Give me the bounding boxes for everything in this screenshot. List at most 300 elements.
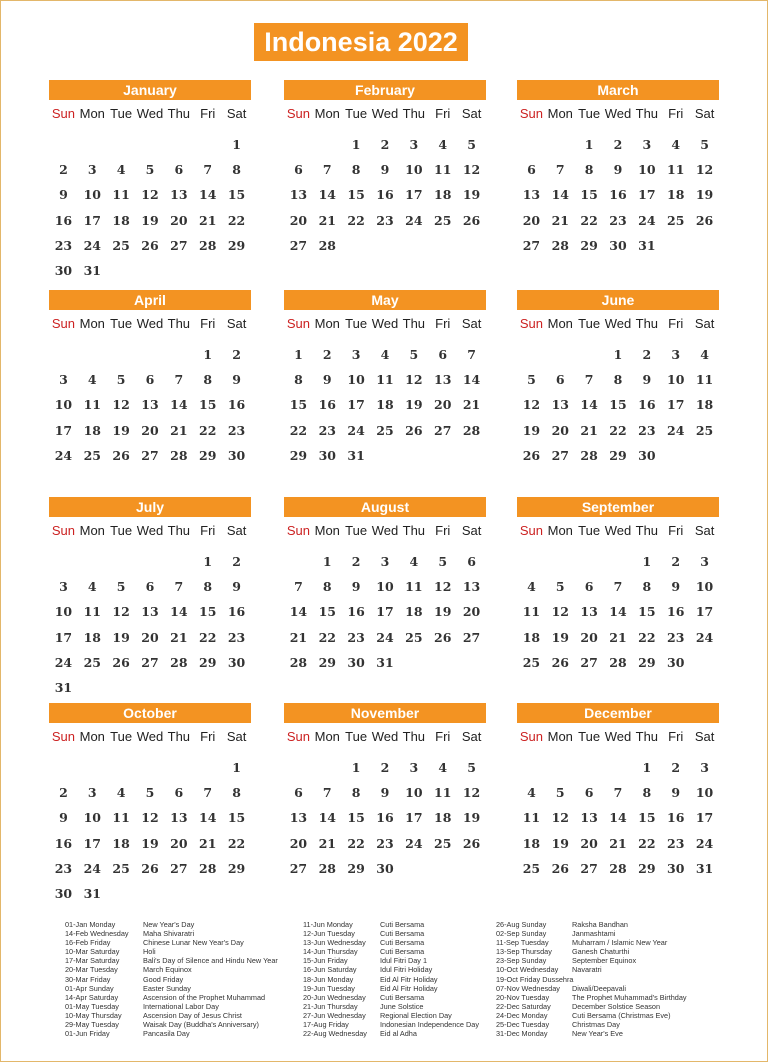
- date-cell: [284, 132, 313, 157]
- date-cell: 7: [174, 579, 184, 595]
- month-header: February: [284, 80, 486, 100]
- date-cell: 12: [141, 187, 159, 203]
- weekday-labels: [517, 728, 719, 746]
- holiday-row: [496, 956, 687, 965]
- holiday-date: 20-Mar Tuesday: [65, 965, 118, 975]
- date-cell: 15: [347, 810, 365, 826]
- holiday-name: September Equinox: [572, 956, 637, 966]
- date-cell: [136, 675, 165, 700]
- weekday-label: Thu: [635, 106, 659, 121]
- date-cell: 1: [642, 760, 652, 775]
- date-cell: 14: [609, 810, 627, 826]
- date-cell: 13: [289, 187, 308, 203]
- week-row: [517, 367, 719, 392]
- date-cell: 24: [405, 835, 423, 851]
- date-cell: 20: [580, 629, 598, 645]
- weekday-label: Thu: [167, 523, 191, 538]
- date-cell: 11: [667, 162, 685, 178]
- date-cell: 8: [351, 785, 361, 801]
- date-cell: 17: [695, 604, 714, 620]
- date-cell: [136, 258, 165, 283]
- week-row: [517, 805, 719, 830]
- date-cell: 2: [59, 785, 68, 801]
- date-cell: 11: [83, 604, 101, 620]
- holiday-row: [303, 1011, 479, 1020]
- week-row: [517, 574, 719, 599]
- date-cell: 24: [347, 422, 365, 438]
- date-cell: [661, 443, 690, 468]
- date-cell: 10: [667, 372, 685, 388]
- date-cell: 1: [322, 554, 332, 569]
- date-cell: 16: [54, 835, 73, 851]
- date-cell: 1: [351, 137, 361, 152]
- holiday-row: [65, 1011, 278, 1020]
- date-cell: 9: [613, 162, 623, 178]
- date-cell: 2: [322, 347, 332, 362]
- holiday-name: Cuti Bersama: [380, 920, 425, 929]
- month-october: [49, 703, 251, 906]
- date-cell: [399, 233, 428, 258]
- date-cell: 22: [580, 212, 598, 228]
- holiday-name: Diwali/Deepavali: [572, 983, 626, 993]
- weekday-label: Mon: [547, 523, 573, 538]
- holiday-row: [496, 1029, 687, 1038]
- weekday-label: Sat: [694, 523, 715, 538]
- date-grid: [517, 755, 719, 881]
- date-cell: 23: [318, 422, 336, 438]
- week-row: [49, 208, 251, 233]
- date-cell: 4: [527, 579, 536, 595]
- date-cell: 22: [638, 835, 656, 851]
- weekday-label: Tue: [345, 106, 368, 121]
- date-cell: 11: [112, 187, 130, 203]
- date-cell: 4: [700, 347, 709, 362]
- holiday-row: [65, 938, 278, 947]
- date-cell: 9: [351, 579, 361, 595]
- date-cell: 31: [83, 885, 101, 901]
- date-cell: 28: [318, 237, 336, 253]
- date-cell: 4: [87, 372, 97, 388]
- date-cell: 5: [409, 347, 419, 362]
- holiday-name: Ganesh Chaturthi: [572, 947, 630, 957]
- holiday-name: Regional Election Day: [380, 1010, 452, 1020]
- date-cell: 20: [170, 212, 188, 228]
- date-cell: [136, 342, 165, 367]
- weekday-label: Sun: [51, 106, 75, 121]
- date-cell: [164, 132, 193, 157]
- date-cell: 6: [438, 347, 448, 362]
- holiday-date: 16-Feb Friday: [65, 938, 111, 948]
- holiday-name: March Equinox: [143, 965, 192, 975]
- holiday-date: 17-Aug Friday: [303, 1020, 349, 1030]
- date-grid: [284, 755, 486, 881]
- date-cell: [193, 881, 222, 906]
- date-cell: 6: [584, 785, 594, 801]
- date-cell: 18: [112, 212, 130, 228]
- date-cell: [136, 755, 165, 780]
- date-cell: [193, 675, 222, 700]
- date-cell: 17: [54, 629, 73, 645]
- date-cell: 4: [438, 760, 448, 775]
- weekday-label: Sat: [461, 316, 482, 331]
- date-cell: 4: [116, 162, 126, 178]
- date-cell: 18: [695, 397, 714, 413]
- date-cell: 21: [551, 212, 569, 228]
- holiday-name: Bali's Day of Silence and Hindu New Year: [143, 956, 278, 966]
- date-grid: [49, 342, 251, 468]
- holiday-row: [65, 1002, 278, 1011]
- weekday-labels: [284, 105, 486, 123]
- holiday-name: Muharram / Islamic New Year: [572, 938, 668, 948]
- month-august: [284, 497, 486, 675]
- date-cell: [342, 233, 371, 258]
- date-cell: 27: [462, 629, 481, 645]
- date-cell: 22: [638, 629, 656, 645]
- week-row: [49, 157, 251, 182]
- holiday-column: [65, 920, 278, 1038]
- date-cell: 29: [289, 447, 308, 463]
- month-april: [49, 290, 251, 468]
- date-cell: [78, 675, 107, 700]
- date-cell: 29: [318, 654, 336, 670]
- date-cell: 10: [347, 372, 365, 388]
- holiday-date: 13-Jun Wednesday: [303, 938, 366, 948]
- date-cell: 17: [405, 810, 423, 826]
- holiday-name: Navaratri: [572, 965, 602, 975]
- date-cell: [107, 755, 136, 780]
- date-cell: 26: [112, 654, 130, 670]
- date-cell: 9: [380, 162, 390, 178]
- week-row: [517, 392, 719, 417]
- date-cell: 18: [83, 422, 101, 438]
- date-cell: 17: [83, 212, 101, 228]
- month-march: [517, 80, 719, 258]
- date-cell: 8: [351, 162, 361, 178]
- week-row: [49, 418, 251, 443]
- holiday-name: Holi: [143, 947, 156, 957]
- date-cell: 26: [112, 447, 130, 463]
- date-cell: [428, 650, 457, 675]
- date-cell: 5: [527, 372, 536, 388]
- date-cell: 31: [54, 679, 73, 695]
- date-cell: 12: [405, 372, 423, 388]
- date-cell: 7: [203, 785, 213, 801]
- week-row: [49, 233, 251, 258]
- date-cell: 2: [642, 347, 652, 362]
- holiday-row: [496, 1011, 687, 1020]
- date-cell: 19: [551, 835, 569, 851]
- date-cell: 30: [347, 654, 365, 670]
- date-cell: 12: [695, 162, 714, 178]
- holiday-date: 12-Jun Tuesday: [303, 929, 355, 939]
- date-cell: [457, 233, 486, 258]
- date-cell: 3: [700, 554, 709, 569]
- month-header: July: [49, 497, 251, 517]
- date-cell: 3: [351, 347, 361, 362]
- date-cell: 11: [434, 162, 452, 178]
- date-cell: 25: [83, 654, 101, 670]
- date-cell: 13: [551, 397, 569, 413]
- weekday-label: Thu: [402, 729, 426, 744]
- month-january: [49, 80, 251, 283]
- date-cell: 26: [141, 860, 159, 876]
- date-cell: [49, 755, 78, 780]
- date-cell: 29: [199, 654, 217, 670]
- date-cell: 13: [170, 810, 188, 826]
- week-row: [49, 675, 251, 700]
- date-cell: 28: [551, 237, 569, 253]
- weekday-label: Sun: [286, 523, 310, 538]
- date-cell: 27: [170, 860, 188, 876]
- holiday-name: Idul Fitri Holiday: [380, 965, 433, 975]
- week-row: [517, 650, 719, 675]
- date-cell: 24: [638, 212, 656, 228]
- week-row: [284, 549, 486, 574]
- date-cell: 24: [54, 447, 73, 463]
- holiday-row: [303, 929, 479, 938]
- holiday-date: 18-Jun Monday: [303, 974, 354, 984]
- date-cell: 17: [83, 835, 101, 851]
- date-cell: 6: [174, 785, 184, 801]
- weekday-label: Thu: [167, 106, 191, 121]
- holiday-name: Eid Al Fitr Holiday: [380, 974, 438, 984]
- holiday-name: Pancasila Day: [143, 1029, 190, 1039]
- date-cell: 16: [54, 212, 73, 228]
- date-cell: 13: [522, 187, 541, 203]
- weekday-label: Wed: [136, 729, 164, 744]
- date-cell: 26: [462, 835, 481, 851]
- holiday-column: [303, 920, 479, 1038]
- weekday-label: Fri: [668, 106, 684, 121]
- date-cell: [546, 755, 575, 780]
- holiday-date: 19-Jun Tuesday: [303, 983, 355, 993]
- date-cell: 3: [87, 785, 97, 801]
- date-cell: [546, 549, 575, 574]
- holiday-row: [303, 984, 479, 993]
- date-cell: 23: [54, 237, 73, 253]
- date-cell: 14: [580, 397, 598, 413]
- weekday-label: Sat: [461, 729, 482, 744]
- weekday-label: Sat: [694, 106, 715, 121]
- page-title: Indonesia 2022: [254, 23, 468, 61]
- date-cell: 27: [289, 860, 308, 876]
- holiday-name: International Labor Day: [143, 1001, 219, 1011]
- date-cell: 29: [638, 654, 656, 670]
- date-cell: 27: [170, 237, 188, 253]
- week-row: [49, 780, 251, 805]
- week-row: [517, 625, 719, 650]
- holiday-row: [496, 938, 687, 947]
- weekday-label: Tue: [345, 523, 368, 538]
- date-cell: 21: [170, 422, 188, 438]
- date-cell: 14: [609, 604, 627, 620]
- weekday-label: Tue: [578, 523, 601, 538]
- date-cell: 1: [203, 554, 213, 569]
- date-cell: 14: [199, 810, 217, 826]
- date-cell: 18: [83, 629, 101, 645]
- date-cell: 23: [667, 835, 685, 851]
- date-cell: 7: [322, 785, 332, 801]
- date-cell: 3: [642, 137, 652, 152]
- holiday-name: Eid al Adha: [380, 1029, 417, 1039]
- holiday-date: 13-Sep Thursday: [496, 947, 552, 957]
- date-cell: 31: [347, 447, 365, 463]
- weekday-label: Wed: [371, 523, 399, 538]
- date-cell: 7: [294, 579, 303, 595]
- holiday-row: [65, 947, 278, 956]
- date-cell: 13: [170, 187, 188, 203]
- weekday-label: Wed: [604, 523, 632, 538]
- holiday-date: 16-Jun Saturday: [303, 965, 357, 975]
- week-row: [284, 233, 486, 258]
- holiday-date: 20-Jun Wednesday: [303, 992, 366, 1002]
- date-cell: [49, 132, 78, 157]
- date-cell: 25: [376, 422, 394, 438]
- week-row: [49, 881, 251, 906]
- holiday-row: [303, 1020, 479, 1029]
- holiday-name: Eid Al Fitr Holiday: [380, 983, 438, 993]
- weekday-label: Sat: [694, 729, 715, 744]
- date-cell: 17: [638, 187, 656, 203]
- weekday-label: Thu: [635, 729, 659, 744]
- holiday-name: Cuti Bersama: [380, 947, 425, 957]
- date-cell: 9: [232, 579, 241, 595]
- date-cell: 5: [467, 760, 476, 775]
- date-cell: 28: [609, 860, 627, 876]
- date-cell: 20: [434, 397, 452, 413]
- date-cell: 9: [380, 785, 390, 801]
- weekday-labels: [284, 315, 486, 333]
- date-cell: 4: [87, 579, 97, 595]
- holiday-row: [65, 984, 278, 993]
- date-cell: [371, 233, 400, 258]
- weekday-label: Fri: [200, 729, 216, 744]
- date-cell: 1: [294, 347, 303, 362]
- date-cell: 8: [203, 579, 213, 595]
- date-cell: 3: [700, 760, 709, 775]
- holiday-date: 10-Oct Wednesday: [496, 965, 559, 975]
- date-cell: 23: [638, 422, 656, 438]
- date-cell: 12: [551, 810, 569, 826]
- date-cell: [193, 755, 222, 780]
- date-cell: 24: [695, 835, 714, 851]
- week-row: [49, 392, 251, 417]
- date-cell: 8: [232, 162, 241, 178]
- date-cell: 5: [467, 137, 476, 152]
- holiday-date: 26-Aug Sunday: [496, 920, 547, 929]
- holiday-row: [496, 993, 687, 1002]
- date-cell: 12: [522, 397, 541, 413]
- holiday-name: Indonesian Independence Day: [380, 1020, 479, 1030]
- holiday-name: Raksha Bandhan: [572, 920, 628, 929]
- date-cell: 3: [380, 554, 390, 569]
- date-cell: 25: [522, 654, 541, 670]
- date-cell: [78, 342, 107, 367]
- date-cell: 15: [638, 810, 656, 826]
- holiday-date: 14-Apr Saturday: [65, 992, 119, 1002]
- week-row: [517, 856, 719, 881]
- date-cell: 29: [199, 447, 217, 463]
- weekday-label: Sun: [519, 106, 543, 121]
- date-cell: 5: [438, 554, 448, 569]
- date-cell: [517, 755, 546, 780]
- date-cell: [546, 342, 575, 367]
- weekday-label: Fri: [668, 316, 684, 331]
- date-cell: 24: [83, 237, 101, 253]
- week-row: [517, 157, 719, 182]
- weekday-label: Mon: [314, 729, 340, 744]
- holiday-date: 11-Jun Monday: [303, 920, 353, 929]
- date-cell: 17: [667, 397, 685, 413]
- date-cell: 12: [141, 810, 159, 826]
- holiday-date: 15-Jun Friday: [303, 956, 348, 966]
- week-row: [284, 574, 486, 599]
- date-cell: 23: [227, 422, 246, 438]
- date-cell: 29: [638, 860, 656, 876]
- date-cell: 20: [289, 212, 308, 228]
- weekday-label: Mon: [547, 106, 573, 121]
- date-cell: 8: [294, 372, 303, 388]
- holiday-row: [303, 938, 479, 947]
- date-cell: 10: [638, 162, 656, 178]
- date-cell: 6: [145, 579, 155, 595]
- date-cell: [222, 675, 251, 700]
- weekday-labels: [49, 522, 251, 540]
- date-cell: 31: [695, 860, 714, 876]
- date-cell: [164, 258, 193, 283]
- date-cell: 8: [203, 372, 213, 388]
- weekday-label: Tue: [110, 316, 133, 331]
- holiday-row: [65, 929, 278, 938]
- date-cell: 13: [434, 372, 452, 388]
- date-cell: 27: [141, 447, 159, 463]
- date-cell: [575, 342, 604, 367]
- weekday-label: Sun: [519, 523, 543, 538]
- date-cell: 10: [54, 604, 73, 620]
- date-cell: 16: [638, 397, 656, 413]
- weekday-label: Fri: [435, 523, 451, 538]
- date-grid: [284, 342, 486, 468]
- date-cell: 30: [227, 654, 246, 670]
- weekday-label: Thu: [402, 316, 426, 331]
- date-cell: 12: [462, 785, 481, 801]
- date-cell: 25: [695, 422, 714, 438]
- date-cell: 19: [434, 604, 452, 620]
- holiday-row: [65, 1029, 278, 1038]
- week-row: [284, 805, 486, 830]
- holiday-name: Cuti Bersama: [380, 992, 425, 1002]
- holiday-row: [303, 920, 479, 929]
- month-may: [284, 290, 486, 468]
- week-row: [49, 258, 251, 283]
- date-cell: 1: [232, 137, 241, 152]
- week-row: [517, 208, 719, 233]
- date-cell: 22: [227, 212, 246, 228]
- date-cell: 12: [434, 579, 452, 595]
- date-cell: [457, 443, 486, 468]
- week-row: [517, 599, 719, 624]
- date-cell: 30: [54, 885, 73, 901]
- weekday-label: Thu: [402, 523, 426, 538]
- date-cell: 22: [289, 422, 308, 438]
- date-cell: 26: [551, 860, 569, 876]
- date-cell: 29: [227, 860, 246, 876]
- holiday-date: 23-Sep Sunday: [496, 956, 547, 966]
- date-cell: 6: [145, 372, 155, 388]
- date-cell: 4: [409, 554, 419, 569]
- month-header: October: [49, 703, 251, 723]
- date-grid: [284, 132, 486, 258]
